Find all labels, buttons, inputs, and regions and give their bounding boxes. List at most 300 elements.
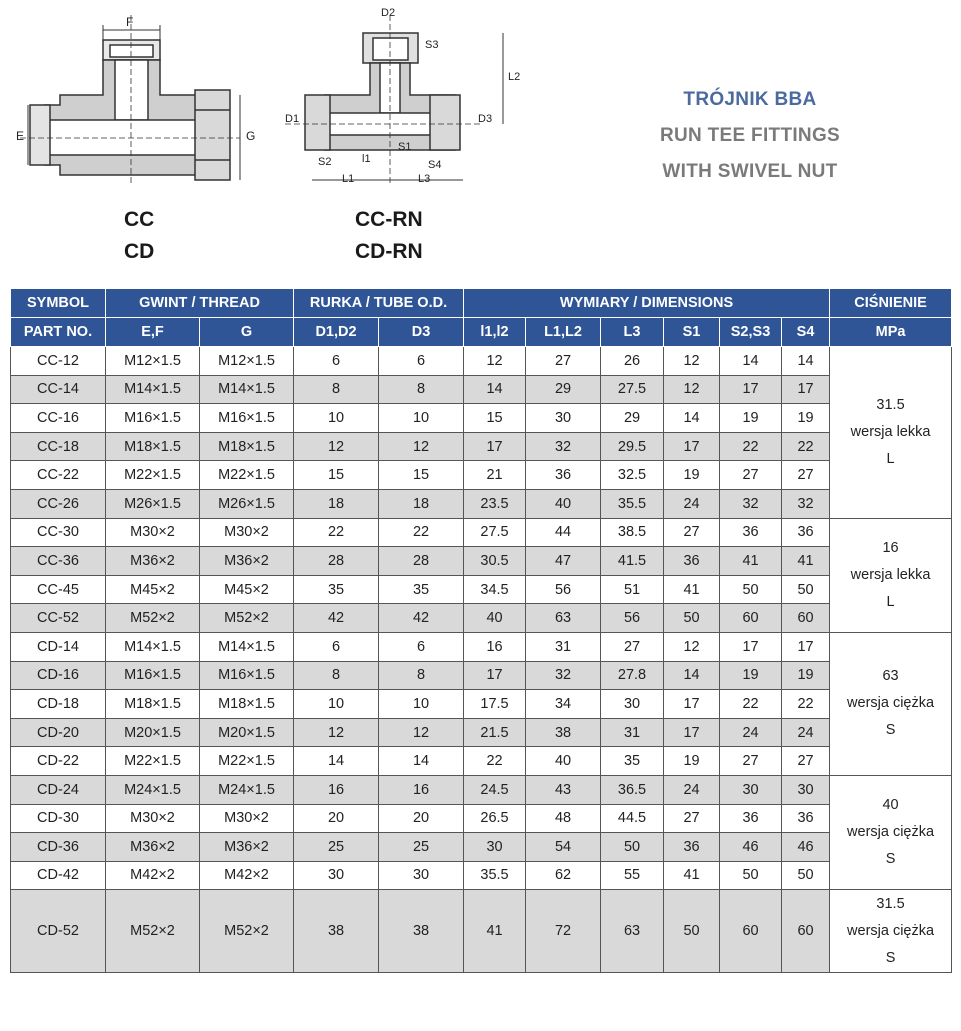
header-tube: RURKA / TUBE O.D. — [294, 289, 464, 318]
header-g: G — [200, 318, 294, 347]
dim-label-s4: S4 — [428, 159, 442, 171]
cell-s2s3: 27 — [720, 461, 782, 490]
cell-s4: 24 — [782, 718, 830, 747]
cell-l1l2: 72 — [526, 890, 601, 973]
cell-d3: 22 — [379, 518, 464, 547]
cell-l3: 29.5 — [601, 432, 664, 461]
pressure-class: S — [885, 949, 896, 966]
cell-s4: 27 — [782, 747, 830, 776]
cell-d3: 12 — [379, 432, 464, 461]
cell-d1d2: 8 — [294, 661, 379, 690]
header-thread: GWINT / THREAD — [106, 289, 294, 318]
dim-label-l1-small: l1 — [362, 153, 371, 165]
cell-s2s3: 50 — [720, 575, 782, 604]
cell-part-no: CC-30 — [11, 518, 106, 547]
cell-d3: 10 — [379, 690, 464, 719]
cell-s2s3: 14 — [720, 347, 782, 376]
cell-part-no: CD-36 — [11, 833, 106, 862]
cell-s4: 50 — [782, 575, 830, 604]
cell-d3: 15 — [379, 461, 464, 490]
cell-thread-ef: M22×1.5 — [106, 461, 200, 490]
cell-d3: 42 — [379, 604, 464, 633]
cell-part-no: CD-24 — [11, 775, 106, 804]
cell-l3: 27.8 — [601, 661, 664, 690]
cell-s2s3: 22 — [720, 690, 782, 719]
table-row — [11, 432, 952, 461]
cell-part-no: CD-16 — [11, 661, 106, 690]
table-row — [11, 861, 952, 890]
cell-thread-ef: M30×2 — [106, 518, 200, 547]
cell-s2s3: 22 — [720, 432, 782, 461]
cell-thread-g: M36×2 — [200, 547, 294, 576]
table-row — [11, 775, 952, 804]
cell-part-no: CC-16 — [11, 404, 106, 433]
caption-cc-rn: CC-RN — [355, 208, 423, 231]
tee-drawing-cc — [20, 15, 240, 185]
cell-thread-ef: M26×1.5 — [106, 489, 200, 518]
cell-d3: 18 — [379, 489, 464, 518]
cell-l1l2: 38 — [526, 718, 601, 747]
cell-d1d2: 18 — [294, 489, 379, 518]
table-row — [11, 690, 952, 719]
cell-s1: 12 — [664, 347, 720, 376]
cell-d3: 38 — [379, 890, 464, 973]
cell-d1d2: 20 — [294, 804, 379, 833]
cell-d3: 25 — [379, 833, 464, 862]
cell-part-no: CD-20 — [11, 718, 106, 747]
cell-s2s3: 17 — [720, 632, 782, 661]
cell-d1d2: 25 — [294, 833, 379, 862]
cell-thread-g: M52×2 — [200, 604, 294, 633]
cell-d1d2: 10 — [294, 404, 379, 433]
cell-part-no: CD-14 — [11, 632, 106, 661]
cell-l3: 29 — [601, 404, 664, 433]
table-row — [11, 804, 952, 833]
cell-l3: 27.5 — [601, 375, 664, 404]
cell-l1l2-small: 17.5 — [464, 690, 526, 719]
table-row — [11, 547, 952, 576]
cell-thread-ef: M18×1.5 — [106, 432, 200, 461]
cell-thread-g: M30×2 — [200, 518, 294, 547]
cell-l1l2: 63 — [526, 604, 601, 633]
cell-l3: 41.5 — [601, 547, 664, 576]
cell-thread-g: M14×1.5 — [200, 375, 294, 404]
pressure-class: S — [885, 722, 896, 739]
cell-thread-g: M12×1.5 — [200, 347, 294, 376]
cell-s1: 17 — [664, 690, 720, 719]
cell-d1d2: 12 — [294, 718, 379, 747]
cell-l1l2-small: 30.5 — [464, 547, 526, 576]
pressure-value: 31.5 — [876, 895, 905, 912]
cell-thread-ef: M16×1.5 — [106, 404, 200, 433]
dim-label-l2: L2 — [508, 71, 521, 83]
cell-part-no: CC-22 — [11, 461, 106, 490]
header-pressure: CIŚNIENIE — [830, 289, 952, 318]
cell-s1: 12 — [664, 632, 720, 661]
cell-d3: 35 — [379, 575, 464, 604]
cell-thread-g: M18×1.5 — [200, 432, 294, 461]
cell-l1l2-small: 24.5 — [464, 775, 526, 804]
cell-l3: 30 — [601, 690, 664, 719]
cell-thread-g: M42×2 — [200, 861, 294, 890]
cell-l1l2: 30 — [526, 404, 601, 433]
cell-d3: 8 — [379, 661, 464, 690]
pressure-value: 16 — [882, 539, 899, 556]
pressure-cell — [830, 775, 952, 889]
table-row — [11, 718, 952, 747]
header-l3: L3 — [601, 318, 664, 347]
dim-label-s1: S1 — [398, 141, 412, 153]
cell-l1l2: 40 — [526, 489, 601, 518]
cell-l1l2-small: 21.5 — [464, 718, 526, 747]
cell-s1: 41 — [664, 575, 720, 604]
cell-thread-ef: M18×1.5 — [106, 690, 200, 719]
dim-label-e: E — [16, 129, 25, 143]
cell-d1d2: 35 — [294, 575, 379, 604]
cell-d3: 16 — [379, 775, 464, 804]
cell-thread-ef: M14×1.5 — [106, 632, 200, 661]
cell-d3: 14 — [379, 747, 464, 776]
cell-d3: 20 — [379, 804, 464, 833]
cell-l1l2: 31 — [526, 632, 601, 661]
cell-s4: 60 — [782, 890, 830, 973]
cell-part-no: CC-18 — [11, 432, 106, 461]
cell-l1l2: 32 — [526, 432, 601, 461]
header-l1l2: L1,L2 — [526, 318, 601, 347]
cell-part-no: CD-42 — [11, 861, 106, 890]
caption-cd: CD — [124, 240, 155, 263]
cell-s1: 19 — [664, 747, 720, 776]
pressure-class: L — [886, 450, 895, 467]
cell-thread-g: M26×1.5 — [200, 489, 294, 518]
cell-s4: 36 — [782, 804, 830, 833]
cell-d1d2: 6 — [294, 347, 379, 376]
pressure-cell — [830, 518, 952, 632]
table-row — [11, 375, 952, 404]
dim-label-d3: D3 — [478, 113, 493, 125]
cell-s2s3: 17 — [720, 375, 782, 404]
cell-thread-ef: M52×2 — [106, 890, 200, 973]
cell-d1d2: 30 — [294, 861, 379, 890]
cell-part-no: CC-12 — [11, 347, 106, 376]
caption-left — [124, 204, 154, 268]
cell-s1: 41 — [664, 861, 720, 890]
cell-s1: 24 — [664, 775, 720, 804]
cell-s2s3: 32 — [720, 489, 782, 518]
pressure-version: wersja ciężka — [847, 922, 935, 939]
cell-thread-ef: M52×2 — [106, 604, 200, 633]
table-row — [11, 489, 952, 518]
cell-thread-ef: M36×2 — [106, 547, 200, 576]
cell-part-no: CD-52 — [11, 890, 106, 973]
pressure-version: wersja ciężka — [847, 824, 935, 841]
cell-s4: 19 — [782, 661, 830, 690]
cell-s2s3: 41 — [720, 547, 782, 576]
cell-s2s3: 46 — [720, 833, 782, 862]
dim-label-d1: D1 — [285, 113, 300, 125]
cell-s1: 27 — [664, 804, 720, 833]
cell-l1l2-small: 35.5 — [464, 861, 526, 890]
cell-s4: 32 — [782, 489, 830, 518]
cell-d3: 28 — [379, 547, 464, 576]
table-row — [11, 833, 952, 862]
table-row — [11, 604, 952, 633]
cell-thread-g: M36×2 — [200, 833, 294, 862]
cell-thread-g: M24×1.5 — [200, 775, 294, 804]
cell-s4: 60 — [782, 604, 830, 633]
cell-s1: 36 — [664, 547, 720, 576]
title-line-english-1: RUN TEE FITTINGS — [659, 125, 841, 146]
cell-d1d2: 6 — [294, 632, 379, 661]
cell-l1l2: 27 — [526, 347, 601, 376]
cell-d1d2: 8 — [294, 375, 379, 404]
cell-thread-ef: M45×2 — [106, 575, 200, 604]
cell-l3: 50 — [601, 833, 664, 862]
pressure-value: 63 — [882, 668, 899, 685]
cell-s4: 22 — [782, 432, 830, 461]
cell-d1d2: 15 — [294, 461, 379, 490]
title-line-english-2: WITH SWIVEL NUT — [662, 161, 838, 182]
dim-label-s2: S2 — [318, 156, 332, 168]
header-d3: D3 — [379, 318, 464, 347]
header-s1: S1 — [664, 318, 720, 347]
cell-s1: 27 — [664, 518, 720, 547]
header-s4: S4 — [782, 318, 830, 347]
cell-s1: 50 — [664, 890, 720, 973]
cell-thread-ef: M30×2 — [106, 804, 200, 833]
cell-part-no: CC-14 — [11, 375, 106, 404]
cell-l1l2: 56 — [526, 575, 601, 604]
cell-s1: 19 — [664, 461, 720, 490]
cell-l3: 38.5 — [601, 518, 664, 547]
header-symbol: SYMBOL — [11, 289, 106, 318]
cell-l1l2-small: 15 — [464, 404, 526, 433]
cell-d1d2: 28 — [294, 547, 379, 576]
header-row-1 — [11, 289, 952, 318]
cell-d1d2: 16 — [294, 775, 379, 804]
header-row-2 — [11, 318, 952, 347]
cell-thread-ef: M20×1.5 — [106, 718, 200, 747]
cell-d3: 12 — [379, 718, 464, 747]
cell-d1d2: 10 — [294, 690, 379, 719]
cell-s2s3: 24 — [720, 718, 782, 747]
cell-l1l2-small: 17 — [464, 661, 526, 690]
caption-right — [355, 204, 423, 268]
dim-label-g: G — [246, 129, 256, 143]
cell-l1l2: 54 — [526, 833, 601, 862]
table-row — [11, 661, 952, 690]
cell-d1d2: 38 — [294, 890, 379, 973]
cell-l1l2: 29 — [526, 375, 601, 404]
cell-l1l2-small: 22 — [464, 747, 526, 776]
cell-d3: 6 — [379, 632, 464, 661]
pressure-cell — [830, 632, 952, 775]
cell-s4: 41 — [782, 547, 830, 576]
pressure-value: 31.5 — [876, 396, 905, 413]
table-row — [11, 347, 952, 376]
cell-d3: 8 — [379, 375, 464, 404]
pressure-cell — [830, 890, 952, 973]
cell-s2s3: 19 — [720, 661, 782, 690]
header-ef: E,F — [106, 318, 200, 347]
dim-label-f: F — [126, 15, 134, 29]
cell-l1l2: 40 — [526, 747, 601, 776]
table-row — [11, 461, 952, 490]
cell-thread-g: M52×2 — [200, 890, 294, 973]
cell-thread-ef: M14×1.5 — [106, 375, 200, 404]
pressure-value: 40 — [882, 797, 899, 814]
product-title — [620, 82, 880, 190]
cell-thread-ef: M42×2 — [106, 861, 200, 890]
cell-thread-g: M18×1.5 — [200, 690, 294, 719]
cell-l1l2: 34 — [526, 690, 601, 719]
cell-part-no: CD-22 — [11, 747, 106, 776]
cell-l1l2-small: 21 — [464, 461, 526, 490]
cell-thread-g: M20×1.5 — [200, 718, 294, 747]
cell-d1d2: 12 — [294, 432, 379, 461]
header-l1l2-small: l1,l2 — [464, 318, 526, 347]
cell-thread-g: M45×2 — [200, 575, 294, 604]
cell-s4: 14 — [782, 347, 830, 376]
cell-s2s3: 60 — [720, 890, 782, 973]
cell-thread-g: M22×1.5 — [200, 747, 294, 776]
header-part-no: PART NO. — [11, 318, 106, 347]
dim-label-l3: L3 — [418, 173, 431, 185]
cell-l1l2: 48 — [526, 804, 601, 833]
dim-label-l1: L1 — [342, 173, 355, 185]
table-row — [11, 890, 952, 973]
cell-thread-ef: M36×2 — [106, 833, 200, 862]
cell-s2s3: 36 — [720, 518, 782, 547]
cell-s2s3: 50 — [720, 861, 782, 890]
cell-s4: 50 — [782, 861, 830, 890]
header-s2s3: S2,S3 — [720, 318, 782, 347]
cell-l1l2-small: 34.5 — [464, 575, 526, 604]
header-d1d2: D1,D2 — [294, 318, 379, 347]
cell-l3: 44.5 — [601, 804, 664, 833]
cell-s1: 17 — [664, 432, 720, 461]
cell-s1: 50 — [664, 604, 720, 633]
cell-s4: 46 — [782, 833, 830, 862]
cell-l3: 63 — [601, 890, 664, 973]
cell-thread-ef: M22×1.5 — [106, 747, 200, 776]
dimensions-table — [10, 288, 952, 973]
pressure-version: wersja lekka — [850, 566, 931, 583]
cell-s2s3: 60 — [720, 604, 782, 633]
cell-l3: 35.5 — [601, 489, 664, 518]
cell-l1l2: 44 — [526, 518, 601, 547]
table-row — [11, 747, 952, 776]
cell-l1l2-small: 27.5 — [464, 518, 526, 547]
cell-l3: 31 — [601, 718, 664, 747]
cell-s4: 36 — [782, 518, 830, 547]
cell-thread-g: M22×1.5 — [200, 461, 294, 490]
cell-l1l2-small: 23.5 — [464, 489, 526, 518]
cell-s1: 14 — [664, 661, 720, 690]
caption-cd-rn: CD-RN — [355, 240, 423, 263]
cell-l3: 56 — [601, 604, 664, 633]
cell-thread-g: M14×1.5 — [200, 632, 294, 661]
cell-s2s3: 27 — [720, 747, 782, 776]
cell-l1l2-small: 26.5 — [464, 804, 526, 833]
cell-part-no: CC-26 — [11, 489, 106, 518]
cell-l3: 27 — [601, 632, 664, 661]
cell-s1: 12 — [664, 375, 720, 404]
cell-thread-ef: M16×1.5 — [106, 661, 200, 690]
cell-part-no: CC-52 — [11, 604, 106, 633]
cell-part-no: CC-36 — [11, 547, 106, 576]
cell-s4: 17 — [782, 375, 830, 404]
cell-l1l2-small: 14 — [464, 375, 526, 404]
cell-part-no: CC-45 — [11, 575, 106, 604]
cell-s1: 14 — [664, 404, 720, 433]
cell-thread-g: M16×1.5 — [200, 661, 294, 690]
cell-l3: 26 — [601, 347, 664, 376]
header-dimensions: WYMIARY / DIMENSIONS — [464, 289, 830, 318]
table-row — [11, 518, 952, 547]
cell-d3: 6 — [379, 347, 464, 376]
cell-s4: 27 — [782, 461, 830, 490]
cell-l1l2-small: 12 — [464, 347, 526, 376]
cell-part-no: CD-30 — [11, 804, 106, 833]
cell-part-no: CD-18 — [11, 690, 106, 719]
cell-s4: 30 — [782, 775, 830, 804]
dim-label-d2: D2 — [381, 7, 396, 19]
pressure-class: S — [885, 851, 896, 868]
cell-l1l2: 36 — [526, 461, 601, 490]
pressure-cell — [830, 347, 952, 519]
pressure-version: wersja lekka — [850, 423, 931, 440]
cell-l1l2-small: 40 — [464, 604, 526, 633]
dim-label-s3: S3 — [425, 39, 439, 51]
title-line-polish: TRÓJNIK BBA — [683, 89, 817, 110]
cell-d3: 10 — [379, 404, 464, 433]
cell-thread-g: M30×2 — [200, 804, 294, 833]
cell-l1l2-small: 16 — [464, 632, 526, 661]
table-body — [11, 347, 952, 973]
cell-thread-g: M16×1.5 — [200, 404, 294, 433]
cell-l3: 55 — [601, 861, 664, 890]
cell-s4: 19 — [782, 404, 830, 433]
cell-l3: 51 — [601, 575, 664, 604]
cell-s2s3: 36 — [720, 804, 782, 833]
caption-cc: CC — [124, 208, 155, 231]
pressure-version: wersja ciężka — [847, 695, 935, 712]
cell-l1l2-small: 30 — [464, 833, 526, 862]
cell-s1: 24 — [664, 489, 720, 518]
table-row — [11, 404, 952, 433]
cell-s2s3: 30 — [720, 775, 782, 804]
pressure-class: L — [886, 593, 895, 610]
cell-l1l2: 43 — [526, 775, 601, 804]
cell-thread-ef: M12×1.5 — [106, 347, 200, 376]
cell-d1d2: 22 — [294, 518, 379, 547]
header-mpa: MPa — [830, 318, 952, 347]
cell-thread-ef: M24×1.5 — [106, 775, 200, 804]
cell-s4: 17 — [782, 632, 830, 661]
cell-s1: 17 — [664, 718, 720, 747]
cell-l3: 36.5 — [601, 775, 664, 804]
cell-l3: 32.5 — [601, 461, 664, 490]
cell-d3: 30 — [379, 861, 464, 890]
cell-l1l2-small: 17 — [464, 432, 526, 461]
cell-l1l2: 32 — [526, 661, 601, 690]
cell-l1l2: 47 — [526, 547, 601, 576]
table-row — [11, 575, 952, 604]
cell-l3: 35 — [601, 747, 664, 776]
cell-s1: 36 — [664, 833, 720, 862]
cell-l1l2: 62 — [526, 861, 601, 890]
